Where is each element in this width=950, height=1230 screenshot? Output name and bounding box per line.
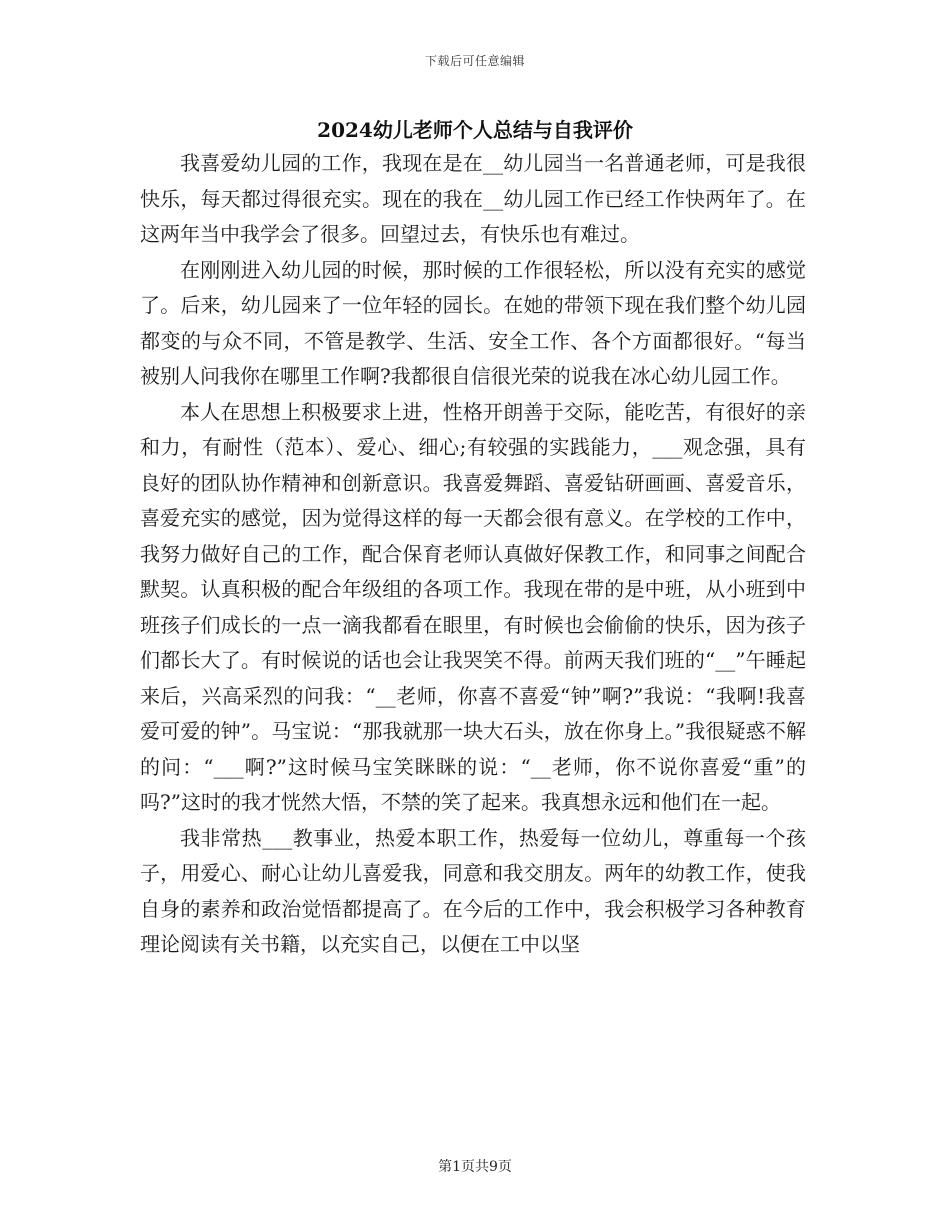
page-number: 第1页共9页 xyxy=(438,1159,512,1175)
document-body xyxy=(140,146,806,963)
paragraph-3: 本人在思想上积极要求上进，性格开朗善于交际，能吃苦，有很好的亲和力，有耐性（范本）、爱心、细心;有较强的实践能力，___观念强，具有良好的团队协作精神和创新意识。我喜爱舞蹈、喜爱钻研画画、喜爱音乐，喜爱充实的感觉，因为觉得这样的每一天都会很有意义。在学校的工作中，我努力做好自己的工作，配合保育老师认真做好保教工作，和同事之间配合默契。认真积极的配合年级组的各项工作。我现在带的是中班，从小班到中班孩子们成长的一点一滴我都看在眼里，有时候也会偷偷的快乐，因为孩子们都长大了。有时候说的话也会让我哭笑不得。前两天我们班的“__”午睡起来后，兴高采烈的问我：“__老师，你喜不喜爱“钟”啊?”我说：“我啊!我喜爱可爱的钟”。马宝说：“那我就那一块大石头，放在你身上。”我很疑惑不解的问：“___啊?”这时候马宝笑眯眯的说：“__老师，你不说你喜爱“重”的吗?”这时的我才恍然大悟，不禁的笑了起来。我真想永远和他们在一起。 xyxy=(140,399,806,814)
document-title: 2024幼儿老师个人总结与自我评价 xyxy=(317,118,633,142)
paragraph-1: 我喜爱幼儿园的工作，我现在是在__幼儿园当一名普通老师，可是我很快乐，每天都过得很充实。现在的我在__幼儿园工作已经工作快两年了。在这两年当中我学会了很多。回望过去，有快乐也有难过。 xyxy=(140,151,806,246)
paragraph-4: 我非常热___教事业，热爱本职工作，热爱每一位幼儿，尊重每一个孩子，用爱心、耐心让幼儿喜爱我，同意和我交朋友。两年的幼教工作，使我自身的素养和政治觉悟都提高了。在今后的工作中，我会积极学习各种教育理论阅读有关书籍，以充实自己，以便在工中以坚 xyxy=(140,825,806,956)
paragraph-2: 在刚刚进入幼儿园的时候，那时候的工作很轻松，所以没有充实的感觉了。后来，幼儿园来了一位年轻的园长。在她的带领下现在我们整个幼儿园都变的与众不同，不管是教学、生活、安全工作、各个方面都很好。“每当被别人问我你在哪里工作啊?我都很自信很光荣的说我在冰心幼儿园工作。 xyxy=(140,257,806,388)
page-header-note: 下载后可任意编辑 xyxy=(424,54,525,68)
